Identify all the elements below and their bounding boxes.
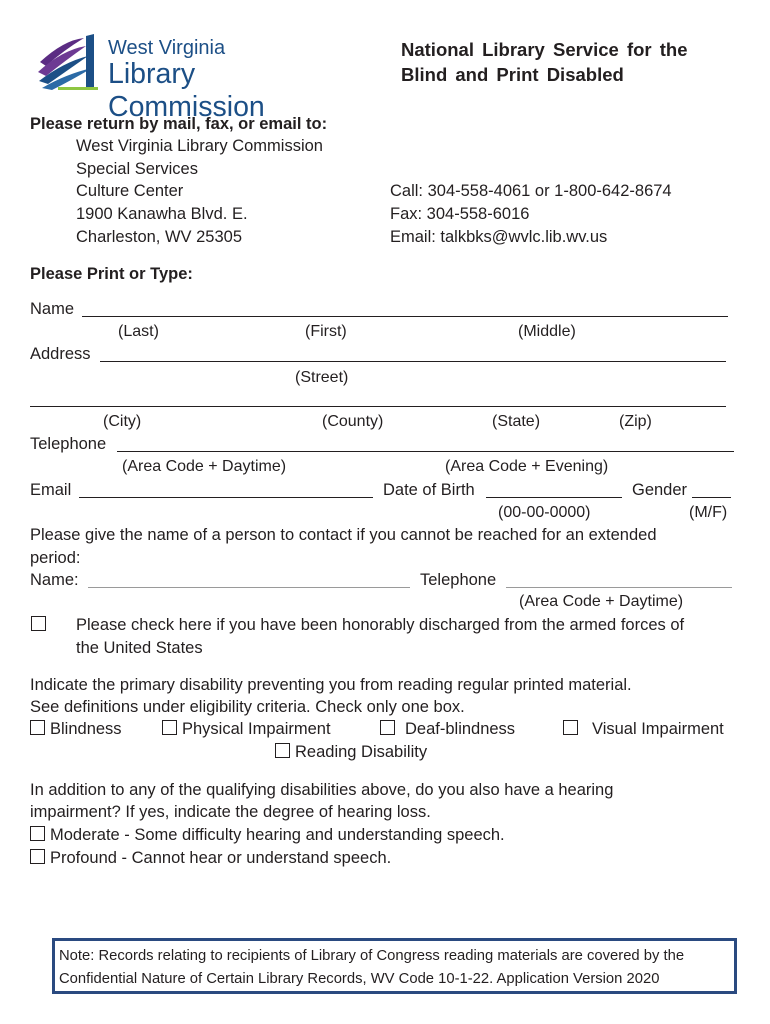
- deaf-blindness-option[interactable]: [380, 720, 515, 739]
- evening-phone-sublabel: (Area Code + Evening): [445, 458, 609, 475]
- address-line: West Virginia Library Commission: [76, 137, 323, 155]
- dob-field[interactable]: [486, 497, 622, 498]
- email-label: Email: [30, 481, 72, 499]
- hearing-prompt: In addition to any of the qualifying disabilities above, do you also have a hearing: [30, 781, 614, 799]
- contact-person-prompt-cont: period:: [30, 549, 81, 567]
- call-number: Call: 304-558-4061 or 1-800-642-8674: [390, 182, 672, 200]
- checkbox[interactable]: [30, 826, 45, 841]
- checkbox[interactable]: [380, 720, 395, 735]
- disability-prompt: Indicate the primary disability preventing you from reading regular printed material.: [30, 676, 632, 694]
- first-name-sublabel: (First): [305, 323, 347, 340]
- reading-disability-option[interactable]: [275, 743, 427, 762]
- fax-number: Fax: 304-558-6016: [390, 205, 530, 223]
- disability-instructions: See definitions under eligibility criteria. Check only one box.: [30, 698, 465, 716]
- option-label: Reading Disability: [295, 743, 428, 761]
- zip-sublabel: (Zip): [619, 413, 652, 430]
- checkbox[interactable]: [275, 743, 290, 758]
- veteran-text: Please check here if you have been honorably discharged from the armed forces of: [76, 616, 685, 634]
- hearing-prompt-cont: impairment? If yes, indicate the degree of hearing loss.: [30, 803, 431, 821]
- name-label: Name: [30, 300, 75, 318]
- hearing-moderate-option[interactable]: [30, 826, 505, 845]
- logo-line1: West Virginia: [108, 37, 226, 59]
- form-title-line1: National Library Service for the: [401, 39, 688, 60]
- telephone-field[interactable]: [117, 451, 734, 452]
- visual-impairment-option[interactable]: [563, 720, 724, 739]
- address-line: Culture Center: [76, 182, 184, 200]
- option-label: Profound - Cannot hear or understand speech.: [50, 849, 392, 867]
- state-sublabel: (State): [492, 413, 541, 430]
- street-sublabel: (Street): [295, 369, 349, 386]
- option-label: Blindness: [50, 720, 122, 738]
- contact-telephone-label: Telephone: [420, 571, 497, 589]
- checkbox[interactable]: [30, 720, 45, 735]
- address-line: 1900 Kanawha Blvd. E.: [76, 205, 248, 223]
- contact-name-field[interactable]: [88, 587, 410, 588]
- address-line: Special Services: [76, 160, 198, 178]
- address-line: Charleston, WV 25305: [76, 228, 243, 246]
- email-field[interactable]: [79, 497, 373, 498]
- name-field[interactable]: [82, 316, 728, 317]
- middle-name-sublabel: (Middle): [518, 323, 576, 340]
- checkbox[interactable]: [162, 720, 177, 735]
- note-line1: Note: Records relating to recipients of Library of Congress reading materials are covered by the: [59, 948, 685, 964]
- dob-label: Date of Birth: [383, 481, 475, 499]
- library-book-logo-icon: [36, 32, 104, 92]
- veteran-text-cont: the United States: [76, 639, 203, 657]
- form-title-line2: Blind and Print Disabled: [401, 64, 624, 85]
- option-label: Physical Impairment: [182, 720, 331, 738]
- contact-email: Email: talkbks@wvlc.lib.wv.us: [390, 228, 608, 246]
- physical-impairment-option[interactable]: [162, 720, 331, 739]
- wvlc-logo: [36, 32, 356, 123]
- confidentiality-note: [52, 938, 737, 994]
- hearing-profound-option[interactable]: [30, 849, 391, 868]
- contact-name-label: Name:: [30, 571, 79, 589]
- checkbox[interactable]: [563, 720, 578, 735]
- city-sublabel: (City): [103, 413, 142, 430]
- contact-person-prompt: Please give the name of a person to contact if you cannot be reached for an extended: [30, 526, 657, 544]
- blindness-option[interactable]: [30, 720, 122, 739]
- checkbox[interactable]: [30, 849, 45, 864]
- option-label: Deaf-blindness: [405, 720, 516, 738]
- form-title: [401, 37, 688, 87]
- print-heading: Please Print or Type:: [30, 265, 193, 283]
- address-label: Address: [30, 345, 91, 363]
- option-label: Visual Impairment: [592, 720, 724, 738]
- contact-phone-sublabel: (Area Code + Daytime): [519, 593, 684, 610]
- gender-format-sublabel: (M/F): [689, 504, 728, 521]
- daytime-phone-sublabel: (Area Code + Daytime): [122, 458, 287, 475]
- option-label: Moderate - Some difficulty hearing and understanding speech.: [50, 826, 505, 844]
- note-line2: Confidential Nature of Certain Library Records, WV Code 10-1-22. Application Version 2020: [59, 971, 660, 987]
- street-field[interactable]: [100, 361, 726, 362]
- veteran-checkbox[interactable]: [31, 616, 46, 631]
- gender-label: Gender: [632, 481, 688, 499]
- contact-telephone-field[interactable]: [506, 587, 732, 588]
- dob-format-sublabel: (00-00-0000): [498, 504, 591, 521]
- return-heading: Please return by mail, fax, or email to:: [30, 115, 328, 133]
- county-sublabel: (County): [322, 413, 384, 430]
- logo-line2: Library Commission: [108, 58, 265, 123]
- telephone-label: Telephone: [30, 435, 107, 453]
- gender-field[interactable]: [692, 497, 731, 498]
- last-name-sublabel: (Last): [118, 323, 159, 340]
- city-field[interactable]: [30, 406, 726, 407]
